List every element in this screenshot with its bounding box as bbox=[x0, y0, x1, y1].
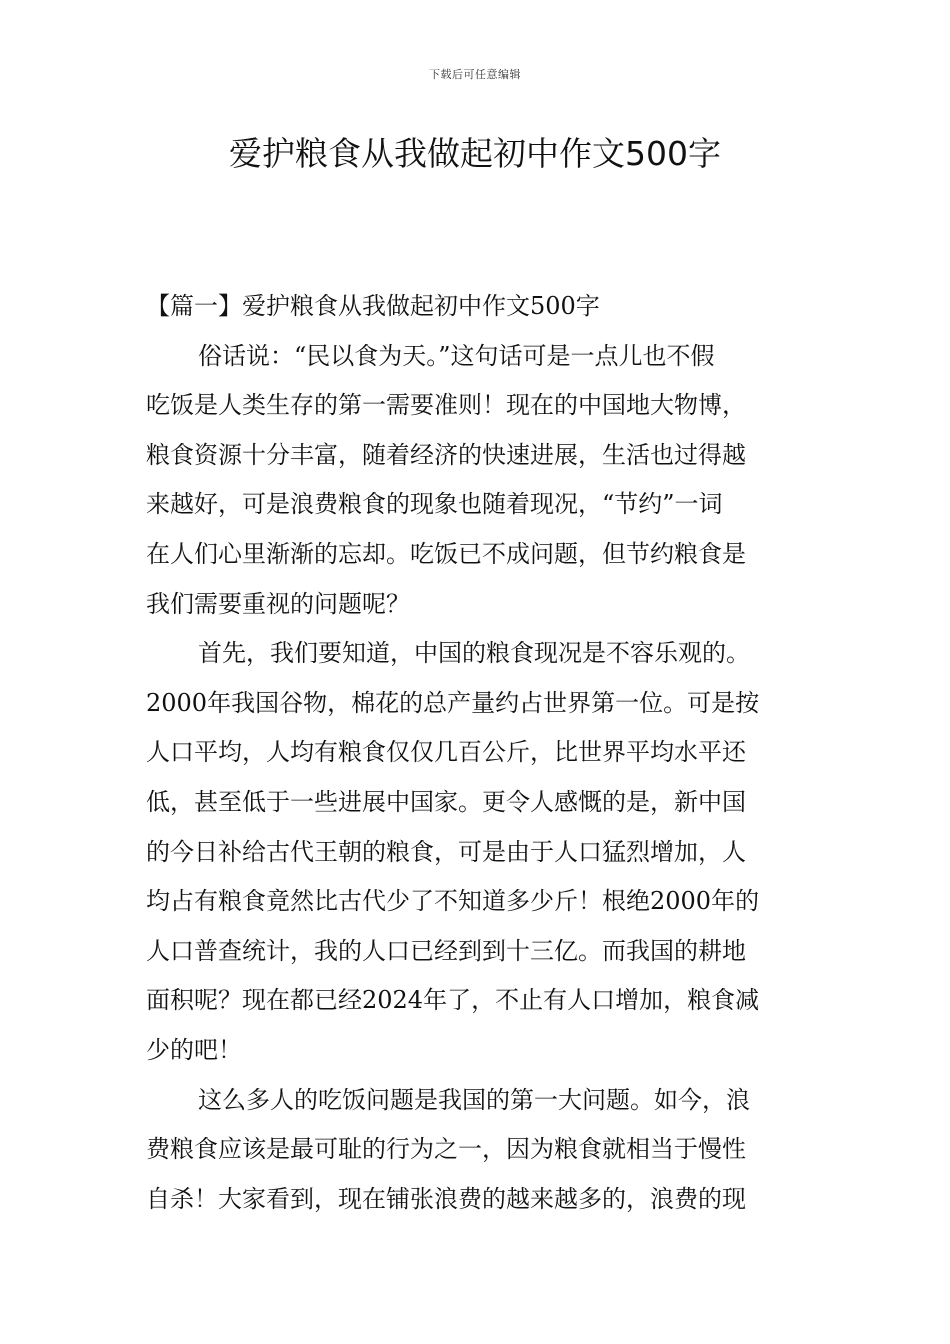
paragraph-line: 粮食资源十分丰富，随着经济的快速进展，生活也过得越 bbox=[146, 440, 746, 469]
paragraph-line: 的今日补给古代王朝的粮食，可是由于人口猛烈增加，人 bbox=[146, 837, 746, 866]
paragraph-line: 低，甚至低于一些进展中国家。更令人感慨的是，新中国 bbox=[146, 787, 746, 816]
article-body bbox=[146, 282, 814, 1224]
header-note: 下载后可任意编辑 bbox=[429, 68, 521, 81]
paragraph-line: 面积呢？现在都已经2024年了，不止有人口增加，粮食减 bbox=[146, 986, 760, 1015]
document-title: 爱护粮食从我做起初中作文500字 bbox=[229, 134, 721, 173]
paragraph-line: 这么多人的吃饭问题是我国的第一大问题。如今，浪 bbox=[198, 1085, 750, 1114]
paragraph-line: 来越好，可是浪费粮食的现象也随着现况，“节约”一词 bbox=[146, 490, 723, 519]
paragraph-2 bbox=[146, 629, 814, 1075]
paragraph-line: 自杀！大家看到，现在铺张浪费的越来越多的，浪费的现 bbox=[146, 1184, 746, 1213]
paragraph-line: 少的吧！ bbox=[146, 1035, 242, 1064]
paragraph-1 bbox=[146, 332, 814, 630]
paragraph-3 bbox=[146, 1076, 814, 1225]
paragraph-line: 均占有粮食竟然比古代少了不知道多少斤！根绝2000年的 bbox=[146, 887, 760, 916]
paragraph-line: 吃饭是人类生存的第一需要准则！现在的中国地大物博， bbox=[146, 391, 746, 420]
section-heading: 【篇一】爱护粮食从我做起初中作文500字 bbox=[146, 292, 600, 320]
paragraph-line: 首先，我们要知道，中国的粮食现况是不容乐观的。 bbox=[198, 639, 750, 668]
paragraph-line: 费粮食应该是最可耻的行为之一，因为粮食就相当于慢性 bbox=[146, 1135, 746, 1164]
paragraph-line: 人口平均，人均有粮食仅仅几百公斤，比世界平均水平还 bbox=[146, 738, 746, 767]
paragraph-line: 人口普查统计，我的人口已经到到十三亿。而我国的耕地 bbox=[146, 936, 746, 965]
paragraph-line: 2000年我国谷物，棉花的总产量约占世界第一位。可是按 bbox=[146, 688, 760, 717]
paragraph-line: 我们需要重视的问题呢？ bbox=[146, 589, 410, 618]
paragraph-line: 俗话说：“民以食为天。”这句话可是一点儿也不假 bbox=[198, 341, 715, 370]
paragraph-line: 在人们心里渐渐的忘却。吃饭已不成问题，但节约粮食是 bbox=[146, 539, 746, 568]
